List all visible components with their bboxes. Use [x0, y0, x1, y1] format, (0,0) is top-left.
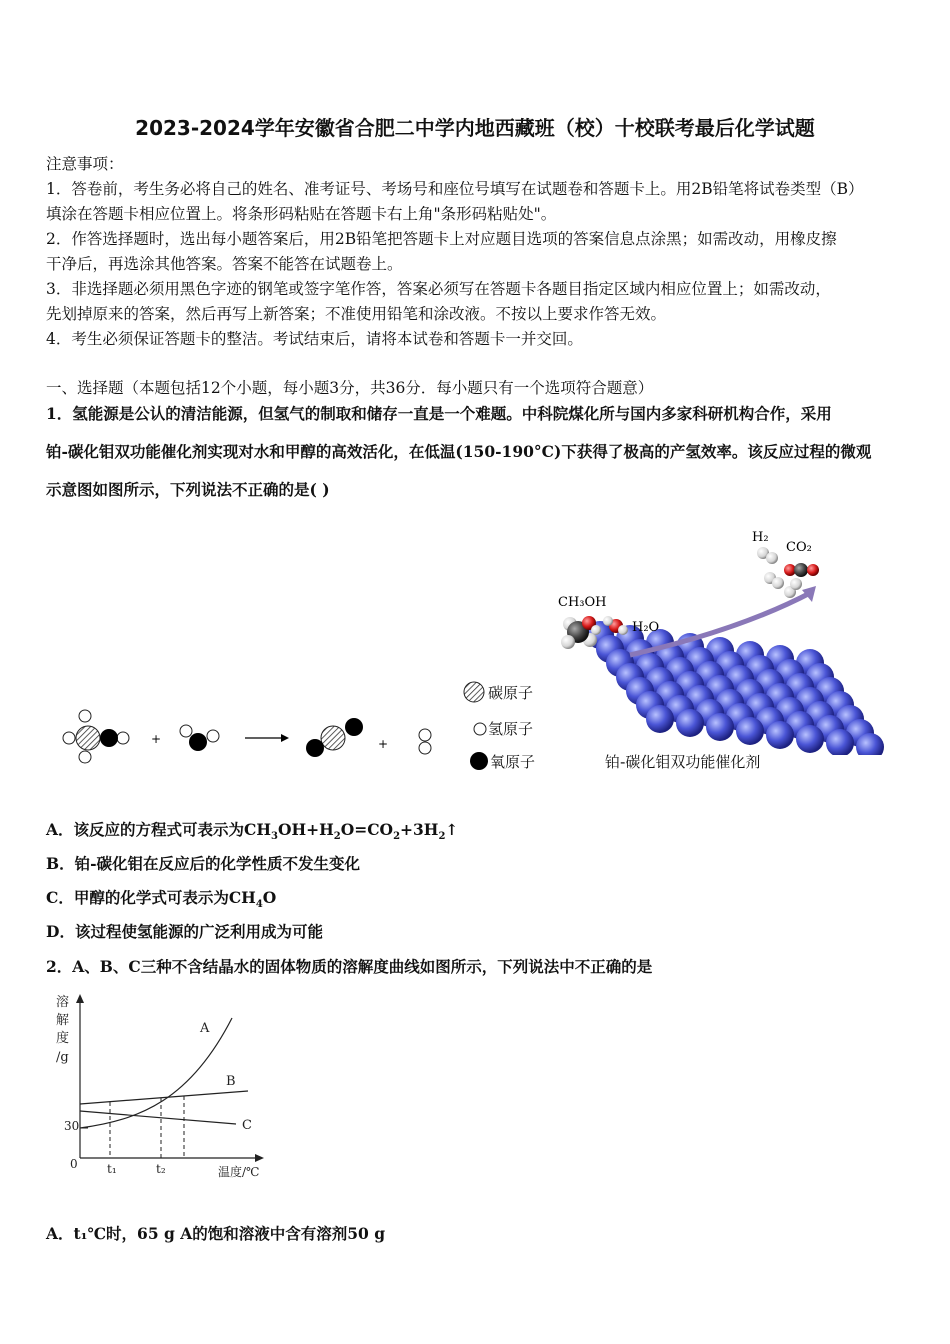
- label-h2o: H₂O: [632, 620, 660, 635]
- q2-option-a: A．t₁℃时，65 g A的饱和溶液中含有溶剂50 g: [46, 1224, 386, 1243]
- y-label-3: 度: [56, 1031, 70, 1046]
- y-label-1: 溶: [56, 995, 70, 1010]
- section-heading: 一、选择题（本题包括12个小题，每小题3分，共36分．每小题只有一个选项符合题意）: [46, 379, 654, 397]
- curve-b-label: B: [226, 1074, 236, 1089]
- water-molecule: [180, 725, 219, 751]
- lattice-atom: [646, 705, 674, 733]
- hydrogen-atom-icon: [472, 721, 488, 737]
- x-axis-arrow-icon: [255, 1154, 264, 1162]
- q1-option-c: C．甲醇的化学式可表示为$CH_4O$: [46, 888, 277, 911]
- legend-carbon: [460, 681, 533, 703]
- catalyst-illustration: [550, 520, 900, 755]
- curve-c: [80, 1111, 236, 1124]
- lattice-atom: [736, 717, 764, 745]
- solubility-chart: [50, 990, 280, 1185]
- t1-label: t₁: [107, 1162, 117, 1176]
- origin-label: 0: [70, 1157, 78, 1171]
- notice-heading: 注意事项：: [46, 155, 124, 173]
- legend-hydrogen: [472, 718, 533, 739]
- notice-line-1: 1．答卷前，考生务必将自己的姓名、准考证号、考场号和座位号填写在试题卷和答题卡上。用2B铅笔将试卷类型（B）: [46, 180, 864, 198]
- q1-option-a: A．该反应的方程式可表示为$CH_3OH+H_2O=CO_2+3H_2↑$: [46, 820, 459, 843]
- page-title: 2023-2024学年安徽省合肥二中学内地西藏班（校）十校联考最后化学试题: [135, 116, 815, 140]
- notice-line-6: 先划掉原来的答案，然后再写上新答案；不准使用铅笔和涂改液。不按以上要求作答无效。: [46, 305, 667, 323]
- carbon-atom-icon: [460, 681, 488, 703]
- y-tick-30: 30: [64, 1119, 80, 1133]
- q1-line-2: 铂-碳化钼双功能催化剂实现对水和甲醇的高效活化，在低温(150-190°C)下获得了极高的产氢效率。该反应过程的微观: [46, 442, 872, 461]
- notice-line-5: 3．非选择题必须用黑色字迹的钢笔或签字笔作答，答案必须写在答题卡各题目指定区域内相应位置上；如需改动，: [46, 280, 831, 298]
- lattice-atom: [796, 725, 824, 753]
- legend-oxygen-label: 氧原子: [490, 752, 536, 771]
- lattice-atom: [706, 713, 734, 741]
- reaction-scheme: [55, 705, 455, 775]
- q1-option-d: D．该过程使氢能源的广泛利用成为可能: [46, 922, 323, 941]
- y-label-4: /g: [56, 1050, 69, 1065]
- legend-oxygen: [468, 750, 535, 772]
- plus-sign-2: +: [378, 737, 389, 751]
- y-label-2: 解: [56, 1013, 70, 1028]
- h2-molecule: [419, 729, 431, 754]
- label-ch3oh: CH₃OH: [558, 595, 607, 610]
- y-axis-arrow-icon: [76, 994, 84, 1003]
- notice-line-4: 干净后，再选涂其他答案。答案不能答在试题卷上。: [46, 255, 403, 273]
- q2-stem: 2．A、B、C三种不含结晶水的固体物质的溶解度曲线如图所示，下列说法中不正确的是: [46, 957, 653, 976]
- curve-a-label: A: [200, 1021, 210, 1036]
- label-co2: CO₂: [786, 540, 812, 555]
- x-axis-label: 温度/℃: [218, 1165, 260, 1179]
- ch3oh-molecule: [561, 616, 601, 649]
- legend-carbon-label: 碳原子: [488, 683, 534, 702]
- q1-line-1: 1．氢能源是公认的清洁能源，但氢气的制取和储存一直是一个难题。中科院煤化所与国内多家科研机构合作，采用: [46, 404, 832, 423]
- notice-line-7: 4．考生必须保证答题卡的整洁。考试结束后，请将本试卷和答题卡一并交回。: [46, 330, 583, 348]
- t2-label: t₂: [156, 1162, 166, 1176]
- q1-option-b: B．铂-碳化钼在反应后的化学性质不发生变化: [46, 854, 361, 873]
- catalyst-lattice: [586, 621, 884, 755]
- curve-b: [80, 1091, 248, 1104]
- catalyst-caption: 铂-碳化钼双功能催化剂: [605, 753, 761, 771]
- co2-molecule: [306, 718, 363, 757]
- curve-c-label: C: [242, 1118, 252, 1133]
- co2-product: [784, 563, 819, 577]
- q1-line-3: 示意图如图所示，下列说法不正确的是( ): [46, 480, 330, 499]
- label-h2: H₂: [752, 530, 769, 545]
- lattice-atom: [766, 721, 794, 749]
- methanol-molecule: [63, 710, 129, 763]
- legend-hydrogen-label: 氢原子: [488, 720, 534, 738]
- reaction-arrow: [245, 734, 289, 742]
- oxygen-atom-icon: [468, 750, 490, 772]
- plus-sign-1: +: [151, 732, 162, 746]
- notice-line-2: 填涂在答题卡相应位置上。将条形码粘贴在答题卡右上角"条形码粘贴处"。: [46, 205, 557, 223]
- lattice-atom: [676, 709, 704, 737]
- notice-line-3: 2．作答选择题时，选出每小题答案后，用2B铅笔把答题卡上对应题目选项的答案信息点涂黑；如需改动，用橡皮擦: [46, 230, 837, 248]
